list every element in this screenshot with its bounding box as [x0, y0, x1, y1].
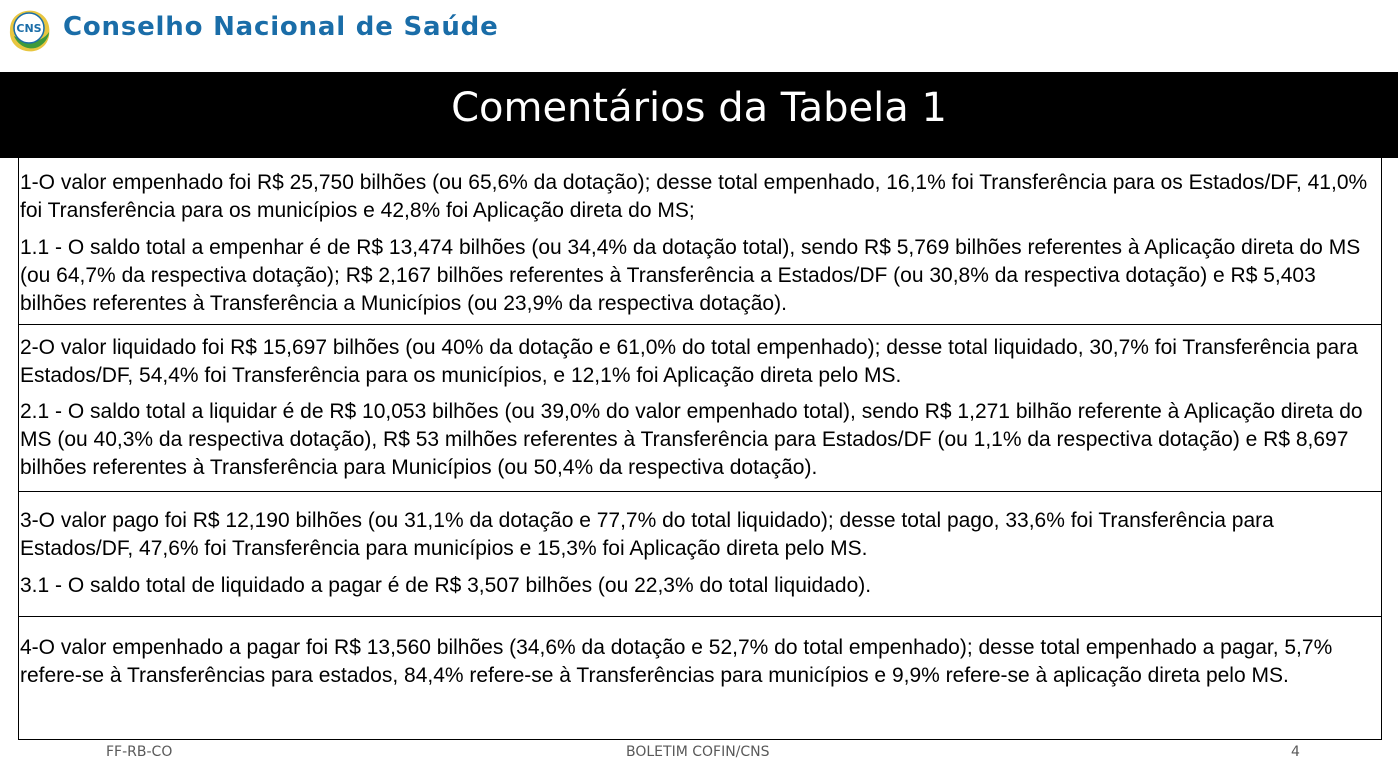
paragraph-3-1: 3.1 - O saldo total de liquidado a pagar é de R$ 3,507 bilhões (ou 22,3% do total liquidado). [20, 574, 872, 597]
paragraph-1: 1-O valor empenhado foi R$ 25,750 bilhões (ou 65,6% da dotação); desse total empenhado, 16,1% foi Transferência para os Estados/DF, 41,0% foi Transferência para os municípios e 42,8% foi Aplicação direta do MS; [20, 171, 1368, 222]
organization-name: Conselho Nacional de Saúde [63, 12, 499, 42]
comments-table [18, 158, 1382, 740]
footer-center: BOLETIM COFIN/CNS [626, 744, 770, 760]
table-row-4 [19, 617, 1381, 740]
paragraph-3: 3-O valor pago foi R$ 12,190 bilhões (ou 31,1% da dotação e 77,7% do total liquidado); desse total pago, 33,6% foi Transferência para Estados/DF, 47,6% foi Transferência para municípios e 15,3% foi Aplicação direta pelo MS. [20, 509, 1274, 560]
logo-text: CNS [16, 22, 42, 35]
table-row-3 [19, 492, 1381, 617]
footer-left: FF-RB-CO [106, 744, 173, 760]
table-row-1 [19, 158, 1381, 325]
header [0, 0, 1398, 62]
title-bar [0, 72, 1398, 158]
paragraph-2: 2-O valor liquidado foi R$ 15,697 bilhões (ou 40% da dotação e 61,0% do total empenhado); desse total liquidado, 30,7% foi Transferência para Estados/DF, 54,4% foi Transferência para os municípios, e 12,1% foi Aplicação direta pelo MS. [20, 336, 1358, 387]
paragraph-1-1: 1.1 - O saldo total a empenhar é de R$ 13,474 bilhões (ou 34,4% da dotação total), sendo R$ 5,769 bilhões referentes à Aplicação direta do MS (ou 64,7% da respectiva dotação); R$ 2,167 bilhões referentes à Transferência a Estados/DF (ou 30,8% da respectiva dotação) e R$ 5,403 bilhões referentes à Transferência a Municípios (ou 23,9% da respectiva dotação). [20, 236, 1361, 315]
table-row-2 [19, 325, 1381, 492]
cns-logo [4, 6, 54, 56]
paragraph-4: 4-O valor empenhado a pagar foi R$ 13,560 bilhões (34,6% da dotação e 52,7% do total empenhado); desse total empenhado a pagar, 5,7% refere-se à Transferências para estados, 84,4% refere-se à Transferências para municípios e 9,9% refere-se à aplicação direta pelo MS. [20, 636, 1333, 687]
page-number: 4 [1291, 744, 1300, 760]
page-title: Comentários da Tabela 1 [451, 85, 947, 131]
paragraph-2-1: 2.1 - O saldo total a liquidar é de R$ 10,053 bilhões (ou 39,0% do valor empenhado total), sendo R$ 1,271 bilhão referente à Aplicação direta do MS (ou 40,3% da respectiva dotação), R$ 53 milhões referentes à Transferência para Estados/DF (ou 1,1% da respectiva dotação) e R$ 8,697 bilhões referentes à Transferência para Municípios (ou 50,4% da respectiva dotação). [20, 400, 1363, 479]
